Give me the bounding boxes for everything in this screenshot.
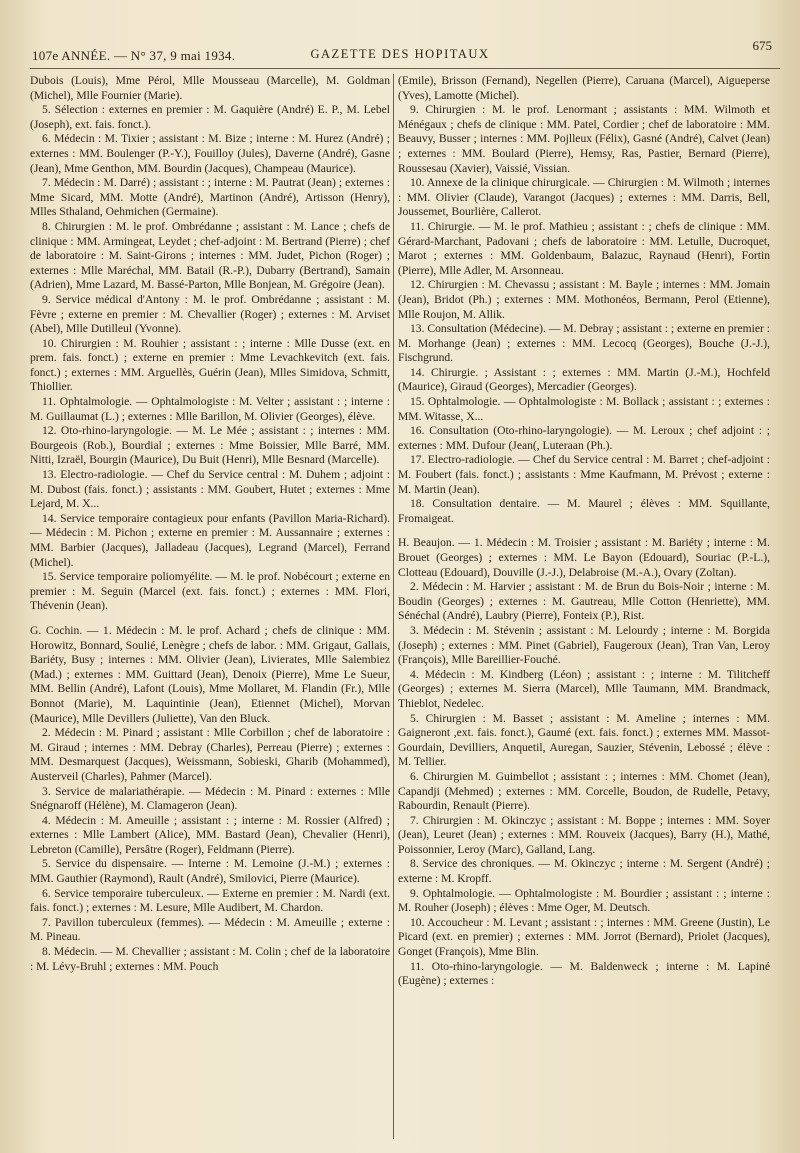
paragraph: 15. Service temporaire poliomyélite. — M. le prof. Nobécourt ; externe en premier : M. Seguin (Marcel (ext. fais. fonct.) ; externes : MM. Flori, Thévenin (Jean). [30,570,390,613]
left-column [30,74,390,1143]
paragraph: 13. Consultation (Médecine). — M. Debray ; assistant : ; externe en premier : M. Morhange (Jean) ; externes : MM. Lecocq (Georges), Bouche (J.-J.), Fischgrund. [398,322,770,365]
paragraph: 3. Médecin : M. Stévenin ; assistant : M. Lelourdy ; interne : M. Borgida (Joseph) ; externes : MM. Pinet (Gabriel), Faugeroux (Jean), Tran Van, Leroy (François), Mlle Bareillier-Fouché. [398,623,770,667]
paragraph: 5. Service du dispensaire. — Interne : M. Lemoine (J.-M.) ; externes : MM. Gauthier (Raymond), Rault (André), Smilovici, Pierre (Maurice). [30,857,390,886]
paragraph: 6. Chirurgien M. Guimbellot ; assistant : ; internes : MM. Chomet (Jean), Capandji (Mehmed) ; externes : MM. Corcelle, Boudon, de Rudelle, Petavy, Rabourdin, Renault (Pierre). [398,769,770,813]
paragraph: 9. Service médical d'Antony : M. le prof. Ombrédanne ; assistant : M. Fèvre ; externe en premier : M. Chevallier (Roger) ; externes : M. Arviset (Abel), Mlle Dutilleul (Yvonne). [30,292,390,336]
section-beaujon: H. Beaujon. — 1. Médecin : M. Troisier ; assistant : M. Bariéty ; interne : M. Brouet (Georges) ; externes : MM. Le Bayon (Edouard), Souriac (P.-L.), Clotteau (Edouard), Douville (J.-J.), Delabroise (M.-A.), Ovary (Zoltan). [398,536,770,579]
page-header [28,38,772,68]
column-divider [393,74,394,1139]
paragraph: 3. Service de malariathérapie. — Médecin : M. Pinard : externes : Mlle Snégnaroff (Hélène), M. Clamageron (Jean). [30,784,390,813]
paragraph: 2. Médecin : M. Harvier ; assistant : M. de Brun du Bois-Noir ; interne : M. Boudin (Georges) ; externes : M. Gautreau, Mlle Cotton (Henriette), MM. Sénéchal (André), Laubry (Pierre), Fonteix (P.), Rist. [398,580,770,623]
paragraph: 14. Service temporaire contagieux pour enfants (Pavillon Maria-Richard). — Médecin : M. Pichon ; externe en premier : M. Aussannaire ; externes : MM. Barbier (Jacques), Jalladeau (Jacques), Legrand (Marcel), Ferrand (Michel). [30,511,390,569]
page-number: 675 [752,38,772,53]
paragraph: 12. Chirurgien : M. Chevassu ; assistant : M. Bayle ; internes : MM. Jomain (Jean), Bridot (Ph.) ; externes : MM. Mothonéos, Bermann, Perol (Etienne), Mlle Roujon, M. Allik. [398,278,770,321]
paragraph: Dubois (Louis), Mme Pérol, Mlle Mousseau (Marcelle), M. Goldman (Michel), Mlle Fournier (Marie). [30,74,390,102]
paragraph: 7. Chirurgien : M. Okinczyc ; assistant : M. Boppe ; internes : MM. Soyer (Jean), Leuret (Jean) ; externes : MM. Rouveix (Jacques), Barry (H.), Mathé, Poissonnier, Leroy (Marc), Galland, Lang. [398,813,770,856]
paragraph: 2. Médecin : M. Pinard ; assistant : Mlle Corbillon ; chef de laboratoire : M. Giraud ; internes : MM. Debray (Charles), Perreau (Pierre) ; externes : MM. Desmarquest (Jacques), Weissmann, Sobieski, Gharib (Mohammed), Austerveil (Charles), Pahmer (Marcel). [30,726,390,783]
paragraph: 7. Pavillon tuberculeux (femmes). — Médecin : M. Ameuille ; externe : M. Pineau. [30,915,390,944]
paragraph: 9. Chirurgien : M. le prof. Lenormant ; assistants : MM. Wilmoth et Ménégaux ; chefs de clinique : MM. Patel, Cordier ; chef de laboratoire : MM. Beauvy, Busser ; internes : MM. Pojlleux (Félix), Gasné (André), Calvet (Jean) ; externes : MM. Boulard (Pierre), Hemsy, Ras, Pastier, Bernard (Pierre), Roussesau (Xavier), Vaissié, Vissian. [398,103,770,175]
paragraph: 10. Annexe de la clinique chirurgicale. — Chirurgien : M. Wilmoth ; internes : MM. Olivier (Claude), Varangot (Jacques) ; externes : MM. Darris, Bell, Joussemet, Bourlière, Callerot. [398,176,770,219]
paragraph: 18. Consultation dentaire. — M. Maurel ; élèves : MM. Squillante, Fromaigeat. [398,497,770,525]
paragraph: 5. Sélection : externes en premier : M. Gaquière (André) E. P., M. Lebel (Joseph), ext. fais. fonct.). [30,103,390,131]
right-column [398,74,770,1143]
section-cochin: G. Cochin. — 1. Médecin : M. le prof. Achard ; chefs de clinique : MM. Horowitz, Bonnard, Soulié, Lenègre ; chefs de labor. : MM. Grigaut, Gallais, Bariéty, Busy ; internes : MM. Olivier (Jean), Livierates, Mlle Salembiez (Mad.) ; externes : MM. Guittard (Jean), Denoix (Pierre), Mme Le Sueur, MM. Bellin (André), Lafont (Louis), Mme Mollaret, M. Flandin (Fr.), Mlle Bonnot (Marie), M. Laquintinie (Jean), Etiennet (Michel), Morvan (Maurice), Mlle Devillers (Juliette), Van den Bluck. [30,623,390,725]
paragraph: 7. Médecin : M. Darré) ; assistant : ; interne : M. Pautrat (Jean) ; externes : Mme Sicard, MM. Motte (André), Martinon (André), Artisson (Henry), Mlles Sthaland, Oehmichen (Germaine). [30,176,390,219]
paragraph: 6. Médecin : M. Tixier ; assistant : M. Bize ; interne : M. Hurez (André) ; externes : MM. Boulenger (P.-Y.), Fouilloy (Jules), Daverne (André), Gasne (Jean), Mme Genthon, MM. Bourdin (Jacques), Champeau (Maurice). [30,132,390,175]
paragraph: 11. Chirurgie. — M. le prof. Mathieu ; assistant : ; chefs de clinique : MM. Gérard-Marchant, Padovani ; chefs de laboratoire : MM. Letulle, Ducroquet, Marot ; externes : MM. Goldenbaum, Balazuc, Raynaud (Henri), Fortin (Pierre), Mlle Adler, M. Arsonneau. [398,219,770,277]
paragraph: 16. Consultation (Oto-rhino-laryngologie). — M. Leroux ; chef adjoint : ; externes : MM. Dufour (Jean(, Luteraan (Ph.). [398,424,770,452]
paragraph: 4. Médecin : M. Ameuille ; assistant : ; interne : M. Rossier (Alfred) ; externes : Mlle Lambert (Alice), MM. Bastard (Jean), Chevalier (Henri), Lebreton (Camille), Persâtre (Roger), Feldmann (Pierre). [30,813,390,856]
paragraph: 11. Oto-rhino-laryngologie. — M. Baldenweck ; interne : M. Lapiné (Eugène) ; externes : [398,959,770,988]
paragraph: 4. Médecin : M. Kindberg (Léon) ; assistant : ; interne : M. Tilitcheff (Georges) ; externes M. Sierra (Marcel), Mlle Taumann, MM. Brandmack, Thieblot, Nedelec. [398,667,770,710]
paragraph: 6. Service temporaire tuberculeux. — Externe en premier : M. Nardi (ext. fais. fonct.) ; externes : M. Lesure, Mlle Audibert, M. Chardon. [30,886,390,915]
header-rule [30,68,780,69]
paragraph: 5. Chirurgien : M. Basset ; assistant : M. Ameline ; internes : MM. Gaigneront ,ext. fais. fonct.), Gaumé (ext. fais. fonct.) ; externes MM. Massot-Gourdain, Devilliers, Anquetil, Auregan, Sauzier, Stévenin, Lebossé ; élève : M. Tellier. [398,711,770,769]
paragraph: 10. Accoucheur : M. Levant ; assistant : ; internes : MM. Greene (Justin), Le Picard (ext. en premier) ; externes : MM. Jorrot (Bernard), Priolet (Jacques), Gonget (François), Mme Blin. [398,915,770,959]
paragraph: 11. Ophtalmologie. — Ophtalmologiste : M. Velter ; assistant : ; interne : M. Guillaumat (L.) ; externes : Mlle Barillon, M. Olivier (Georges), élève. [30,395,390,423]
paragraph: 17. Electro-radiologie. — Chef du Service central : M. Barret ; chef-adjoint : M. Foubert (fais. fonct.) ; assistants : Mme Kaufmann, M. Prévost ; externe : M. Martin (Jean). [398,453,770,496]
paragraph: 8. Chirurgien : M. le prof. Ombrédanne ; assistant : M. Lance ; chefs de clinique : MM. Armingeat, Leydet ; chef-adjoint : M. Bertrand (Pierre) ; chef de laboratoire : M. Saint-Girons ; internes : MM. Judet, Pichon (Roger) ; externes : Mlle Maréchal, MM. Batail (R.-P.), Dubarry (Bertrand), Samain (Adrien), Mme Lazard, M. Bassé-Parton, Mlle Bonjean, M. Grégoire (Jean). [30,219,390,292]
paragraph: 8. Médecin. — M. Chevallier ; assistant : M. Colin ; chef de la laboratoire : M. Lévy-Bruhl ; externes : MM. Pouch [30,945,390,973]
paragraph: 13. Electro-radiologie. — Chef du Service central : M. Duhem ; adjoint : M. Dubost (fais. fonct.) ; assistants : MM. Goubert, Hutet ; externes : Mme Lejard, M. X... [30,468,390,511]
paragraph: (Emile), Brisson (Fernand), Negellen (Pierre), Caruana (Marcel), Aigueperse (Yves), Lamotte (Michel). [398,74,770,102]
paragraph: 15. Ophtalmologie. — Ophtalmologiste : M. Bollack ; assistant : ; externes : MM. Witasse, X... [398,395,770,423]
journal-title: GAZETTE DES HOPITAUX [310,47,490,61]
paragraph: 14. Chirurgie. ; Assistant : ; externes : MM. Martin (J.-M.), Hochfeld (Maurice), Giraud (Georges), Mercadier (Georges). [398,365,770,394]
paragraph: 10. Chirurgien : M. Rouhier ; assistant : ; interne : Mlle Dusse (ext. en prem. fais. fonct.) ; externe en premier : Mme Levachkevitch (ext. fais. fonct.) ; externes : MM. Arguellès, Guérin (Jean), Mlles Simidova, Schmitt, Thiollier. [30,336,390,394]
paragraph: 9. Ophtalmologie. — Ophtalmologiste : M. Bourdier ; assistant : ; interne : M. Rouher (Joseph) ; élèves : Mme Oger, M. Deutsch. [398,886,770,915]
paragraph: 8. Service des chroniques. — M. Okinczyc ; interne : M. Sergent (André) ; externe : M. Kropff. [398,857,770,886]
paragraph: 12. Oto-rhino-laryngologie. — M. Le Mée ; assistant : ; internes : MM. Bourgeois (Rob.), Bourdial ; externes : Mme Boissier, Mlle Barré, MM. Nitti, Izraël, Bourgin (Maurice), Du Buit (Henri), Mlle Besnard (Marcelle). [30,424,390,467]
issue-info: 107e ANNÉE. — N° 37, 9 mai 1934. [32,48,236,63]
